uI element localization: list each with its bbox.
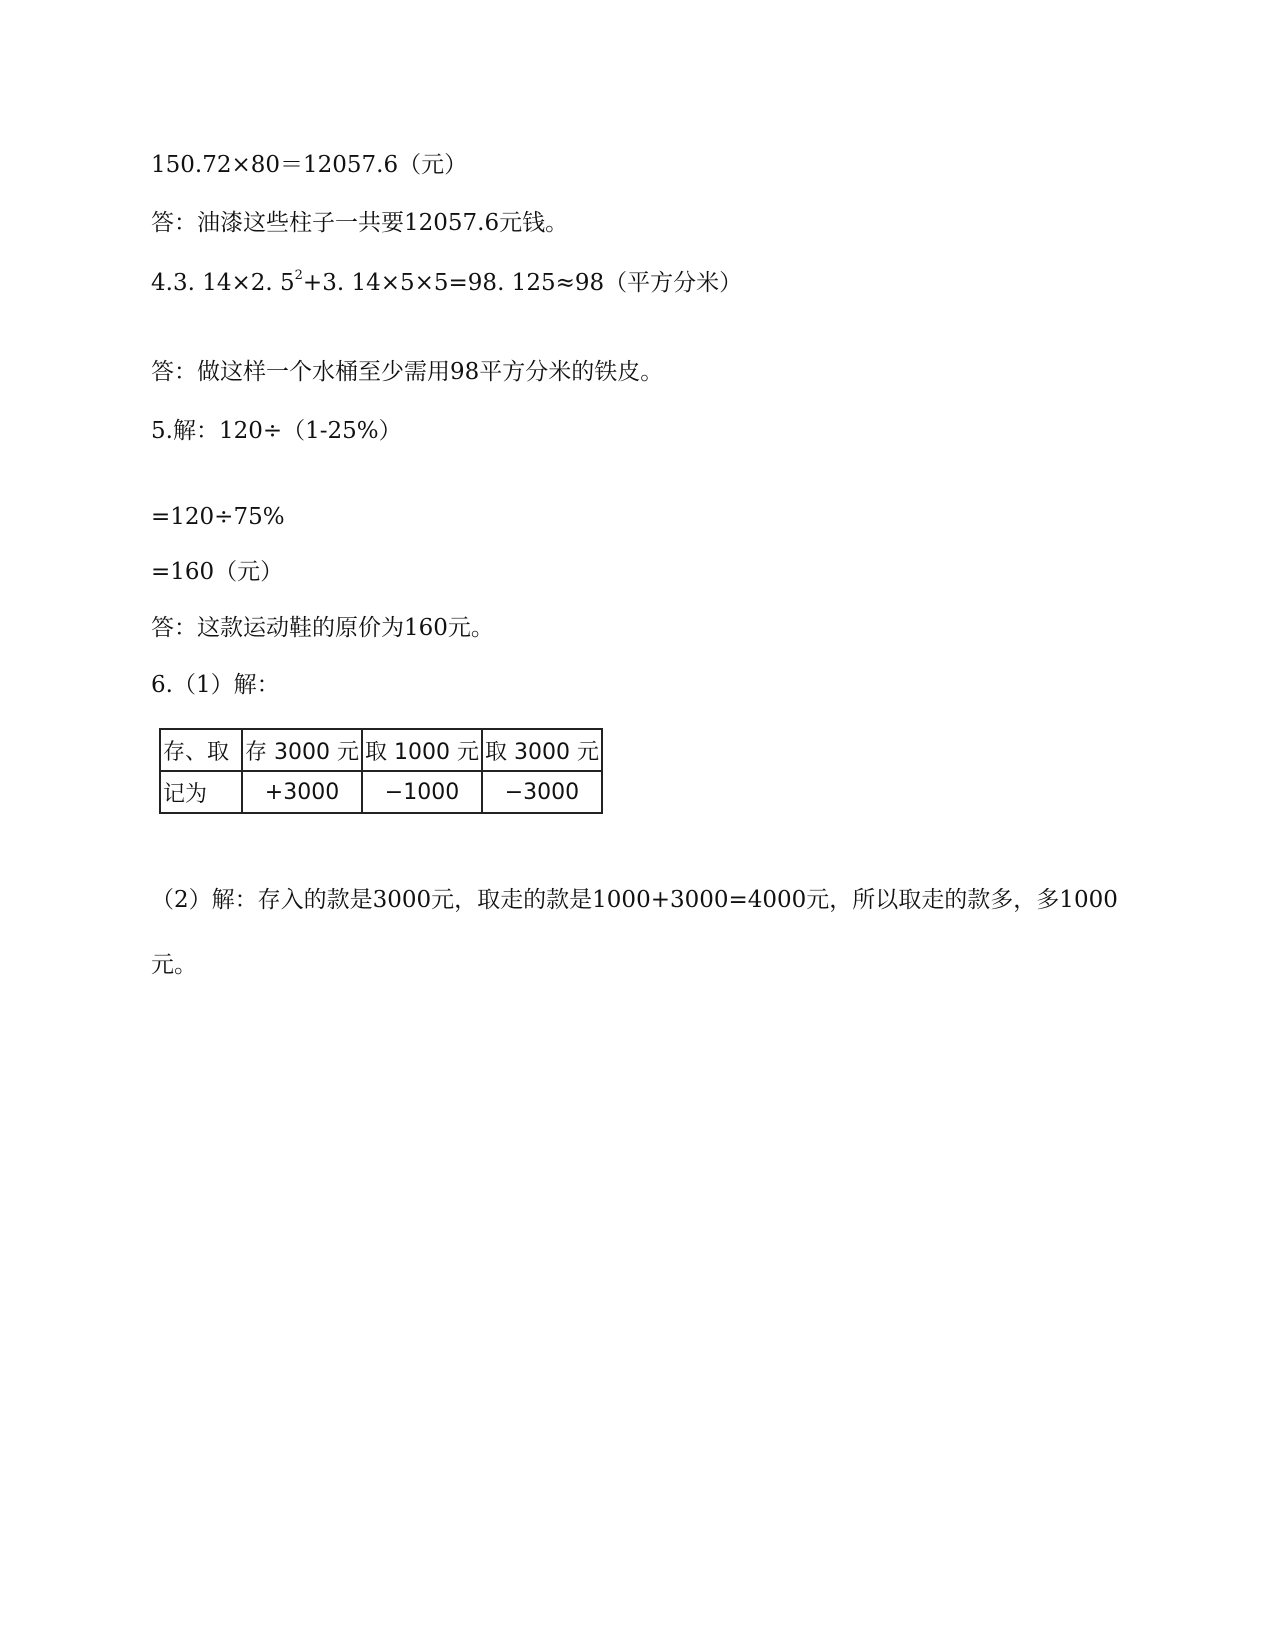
calc-line-1: 150.72×80＝12057.6（元）: [151, 152, 468, 178]
table-cell: 存 3000 元: [242, 729, 362, 771]
formula-part-2: +3. 14×5×5=98. 125≈98（平方分米）: [302, 270, 743, 296]
problem-6-part-2: （2）解：存入的款是3000元，取走的款是1000+3000=4000元，所以取走的款多，多1000: [151, 887, 1118, 913]
table-cell: −1000: [362, 771, 482, 813]
problem-6-part-1: 6.（1）解：: [151, 672, 280, 698]
exponent: 2: [294, 268, 303, 284]
problem-5-solution: 5.解：120÷（1-25%）: [151, 418, 402, 444]
problem-5-step-1: =120÷75%: [151, 504, 285, 530]
answer-line-5: 答：这款运动鞋的原价为160元。: [151, 615, 494, 641]
table-cell: −3000: [482, 771, 602, 813]
problem-6-part-2-cont: 元。: [151, 952, 197, 978]
table-cell: +3000: [242, 771, 362, 813]
table-cell: 记为: [160, 771, 242, 813]
table-row: [160, 771, 602, 813]
table-row: [160, 729, 602, 771]
answer-line-4: 答：做这样一个水桶至少需用98平方分米的铁皮。: [151, 359, 664, 385]
table-cell: 取 1000 元: [362, 729, 482, 771]
problem-5-step-2: =160（元）: [151, 559, 284, 585]
answer-line-3: 答：油漆这些柱子一共要12057.6元钱。: [151, 210, 569, 236]
deposit-withdraw-table: [159, 728, 603, 814]
table-cell: 存、取: [160, 729, 242, 771]
formula-part-1: 4.3. 14×2. 5: [151, 270, 295, 296]
table-cell: 取 3000 元: [482, 729, 602, 771]
problem-4-formula: [151, 268, 742, 298]
